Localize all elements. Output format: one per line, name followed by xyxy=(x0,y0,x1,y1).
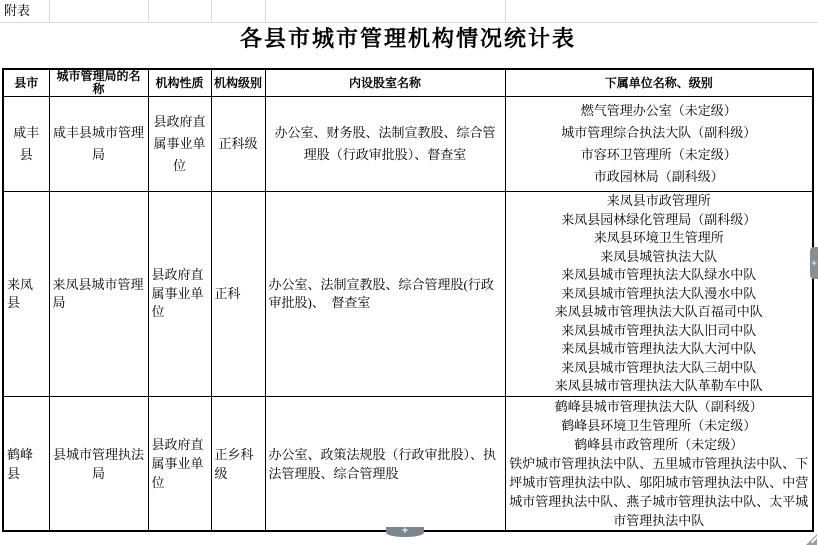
departments-text: 办公室、政策法规股（行政审批股）、执法管理股、综合管理股 xyxy=(268,446,497,481)
cell-bureau-0[interactable] xyxy=(49,97,148,192)
col-header-departments[interactable] xyxy=(265,69,505,97)
col-header-level[interactable] xyxy=(211,69,265,97)
subordinate-item: 来凤县城市管理执法大队大河中队 xyxy=(561,341,757,357)
cell-subordinates-2[interactable] xyxy=(505,397,813,532)
scroll-handle-right[interactable] xyxy=(810,247,818,279)
gridline xyxy=(265,0,266,22)
cell-level-1[interactable] xyxy=(211,192,265,397)
plus-icon: + xyxy=(401,525,409,537)
page-title: 各县市城市管理机构情况统计表 xyxy=(239,26,576,51)
cell-nature-0[interactable] xyxy=(148,97,211,192)
col-header-subordinates-label: 下属单位名称、级别 xyxy=(604,75,713,90)
subordinate-item: 来凤县园林绿化管理局（副科级） xyxy=(561,211,757,227)
subordinate-item: 来凤县城市管理执法大队漫水中队 xyxy=(561,285,757,301)
cell-bureau-2[interactable] xyxy=(49,397,148,532)
col-header-nature[interactable] xyxy=(148,69,211,97)
table-row-hefeng xyxy=(3,397,813,532)
table-row-laifeng xyxy=(3,192,813,397)
cell-subordinates-0[interactable] xyxy=(505,97,813,192)
header-row xyxy=(3,69,813,97)
cell-subordinates-1[interactable] xyxy=(505,192,813,397)
plus-icon: + xyxy=(811,258,817,268)
cell-departments-0[interactable] xyxy=(265,97,505,192)
subordinate-item: 燃气管理办公室（未定级） xyxy=(580,103,737,118)
departments-text: 办公室、法制宣教股、综合管理股(行政审批股)、 督查室 xyxy=(268,276,494,310)
cell-departments-1[interactable] xyxy=(265,192,505,397)
gridline xyxy=(148,0,149,22)
gridline xyxy=(49,0,50,22)
subordinate-item: 鹤峰县市政管理所（未定级） xyxy=(574,437,744,452)
departments-text: 办公室、财务股、法制宣教股、综合管理股（行政审批股）、督查室 xyxy=(274,125,496,162)
cell-county-1[interactable] xyxy=(3,192,49,397)
subordinate-item: 来凤县城市管理执法大队革勒车中队 xyxy=(554,378,763,394)
subordinate-item: 来凤县城市管理执法大队绿水中队 xyxy=(561,267,757,283)
cell-bureau-1[interactable] xyxy=(49,192,148,397)
col-header-county-label: 县市 xyxy=(14,75,39,90)
level-text: 正科级 xyxy=(218,136,258,151)
subordinate-item: 来凤县城市管理执法大队三胡中队 xyxy=(561,359,757,375)
bureau-name: 县城市管理执法局 xyxy=(52,446,144,481)
cell-level-0[interactable] xyxy=(211,97,265,192)
table-row-xianfeng xyxy=(3,97,813,192)
cell-departments-2[interactable] xyxy=(265,397,505,532)
level-text: 正乡科级 xyxy=(214,446,254,481)
col-header-departments-label: 内设股室名称 xyxy=(348,75,421,90)
cell-county-0[interactable] xyxy=(3,97,49,192)
stats-table xyxy=(2,68,814,532)
subordinate-item: 来凤县城管执法大队 xyxy=(600,248,718,264)
subordinate-item: 来凤县城市管理执法大队百福司中队 xyxy=(554,304,763,320)
col-header-subordinates[interactable] xyxy=(505,69,813,97)
col-header-level-label: 机构级别 xyxy=(213,75,262,90)
level-text: 正科 xyxy=(214,285,241,301)
scroll-handle-bottom[interactable] xyxy=(386,527,424,537)
attachment-label: 附表 xyxy=(4,3,31,18)
cell-nature-2[interactable] xyxy=(148,397,211,532)
nature-text: 县政府直属事业单位 xyxy=(151,267,204,320)
gridline xyxy=(0,22,818,23)
bureau-name: 来凤县城市管理局 xyxy=(52,276,144,310)
subordinate-item: 市政园林局（副科级） xyxy=(593,169,724,184)
subordinate-item: 市容环卫管理所（未定级） xyxy=(580,147,737,162)
col-header-nature-label: 机构性质 xyxy=(155,75,204,90)
cell-level-2[interactable] xyxy=(211,397,265,532)
county-name: 来凤县 xyxy=(7,276,34,310)
subordinate-item: 鹤峰县环境卫生管理所（未定级） xyxy=(561,418,757,433)
col-header-bureau[interactable] xyxy=(49,69,148,97)
subordinate-item: 来凤县城市管理执法大队旧司中队 xyxy=(561,322,757,338)
county-name: 咸丰县 xyxy=(13,125,40,162)
gridline xyxy=(505,0,506,22)
cell-nature-1[interactable] xyxy=(148,192,211,397)
resize-corner-icon[interactable] xyxy=(806,534,817,545)
subordinate-item: 鹤峰县城市管理执法大队（副科级） xyxy=(554,399,763,414)
nature-text: 县政府直属事业单位 xyxy=(151,437,204,490)
subordinate-item: 来凤县环境卫生管理所 xyxy=(593,230,724,246)
subordinate-item: 城市管理综合执法大队（副科级） xyxy=(561,125,757,140)
nature-text: 县政府直属事业单位 xyxy=(153,114,206,173)
subordinate-item: 来凤县市政管理所 xyxy=(606,193,711,209)
subordinate-item: 铁炉城市管理执法中队、五里城市管理执法中队、下坪城市管理执法中队、邬阳城市管理执法中队、中营城市管理执法中队、燕子城市管理执法中队、太平城市管理执法中队 xyxy=(509,456,809,528)
bureau-name: 咸丰县城市管理局 xyxy=(52,125,144,162)
gridline xyxy=(211,0,212,22)
county-name: 鹤峰县 xyxy=(7,446,34,481)
col-header-bureau-label: 城市管理局的名称 xyxy=(56,69,141,96)
col-header-county[interactable] xyxy=(3,69,49,97)
cell-county-2[interactable] xyxy=(3,397,49,532)
